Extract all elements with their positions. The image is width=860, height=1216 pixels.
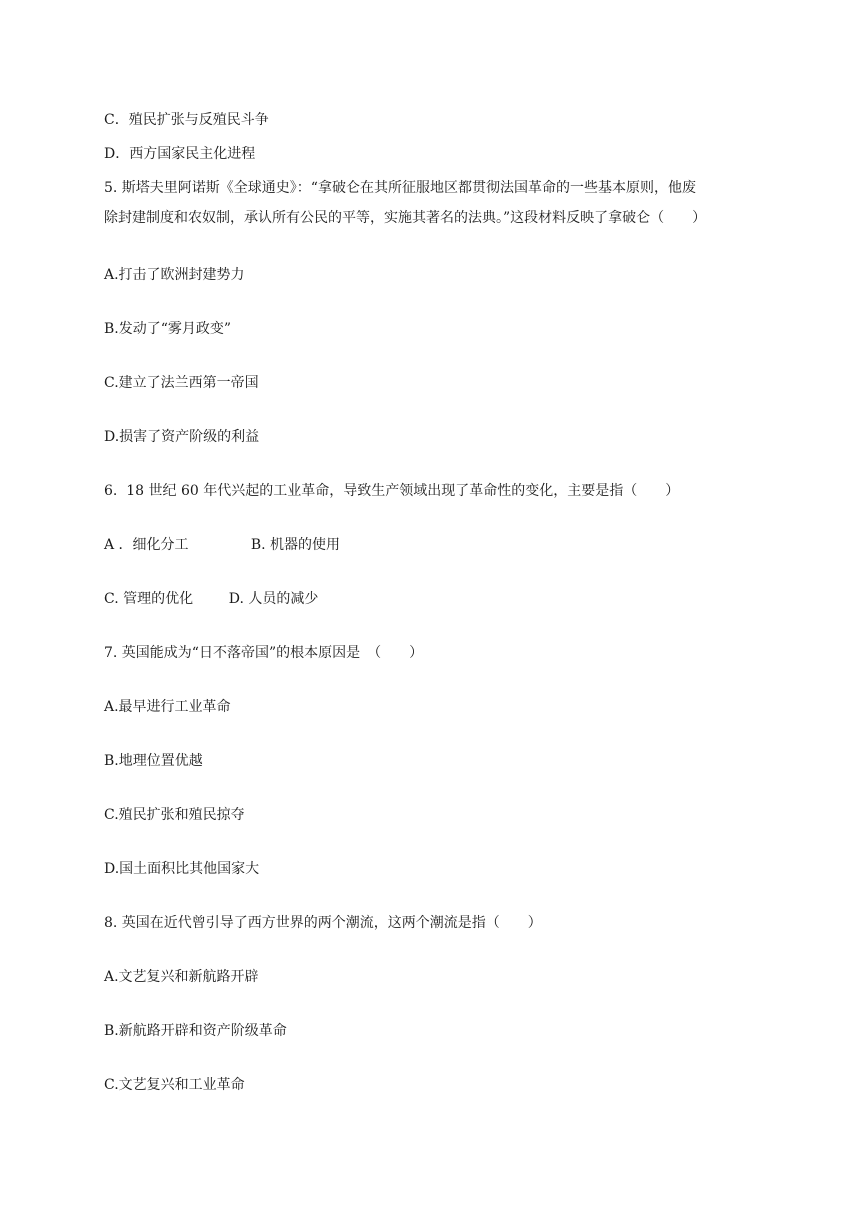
q6-options-row2: C. 管理的优化 D. 人员的减少 [104,591,319,607]
q5-stem-line2: 除封建制度和农奴制，承认所有公民的平等，实施其著名的法典。”这段材料反映了拿破仑（ ） [104,210,707,226]
q5-option-b: B.发动了“雾月政变” [104,321,232,337]
q6-stem: 6. 18 世纪 60 年代兴起的工业革命，导致生产领域出现了革命性的变化，主要是指（ ） [104,483,680,499]
q7-option-d: D.国土面积比其他国家大 [104,861,260,877]
q4-option-d: D．西方国家民主化进程 [104,146,256,162]
q7-option-a: A.最早进行工业革命 [104,699,231,715]
q8-option-a: A.文艺复兴和新航路开辟 [104,969,259,985]
q7-option-c: C.殖民扩张和殖民掠夺 [104,807,245,823]
q8-option-b: B.新航路开辟和资产阶级革命 [104,1023,287,1039]
q7-stem: 7. 英国能成为“日不落帝国”的根本原因是 （ ） [104,645,424,661]
q6-options-row1: A ．细化分工 B. 机器的使用 [104,537,341,553]
q5-option-c: C.建立了法兰西第一帝国 [104,375,259,391]
q7-option-b: B.地理位置优越 [104,753,203,769]
q5-option-d: D.损害了资产阶级的利益 [104,429,260,445]
q5-stem-line1: 5. 斯塔夫里阿诺斯《全球通史》：“拿破仑在其所征服地区都贯彻法国革命的一些基本原则，他废 [104,180,696,196]
q4-option-c: C．殖民扩张与反殖民斗争 [104,112,269,128]
q8-stem: 8. 英国在近代曾引导了西方世界的两个潮流，这两个潮流是指（ ） [104,915,542,931]
q5-option-a: A.打击了欧洲封建势力 [104,267,245,283]
q8-option-c: C.文艺复兴和工业革命 [104,1077,245,1093]
